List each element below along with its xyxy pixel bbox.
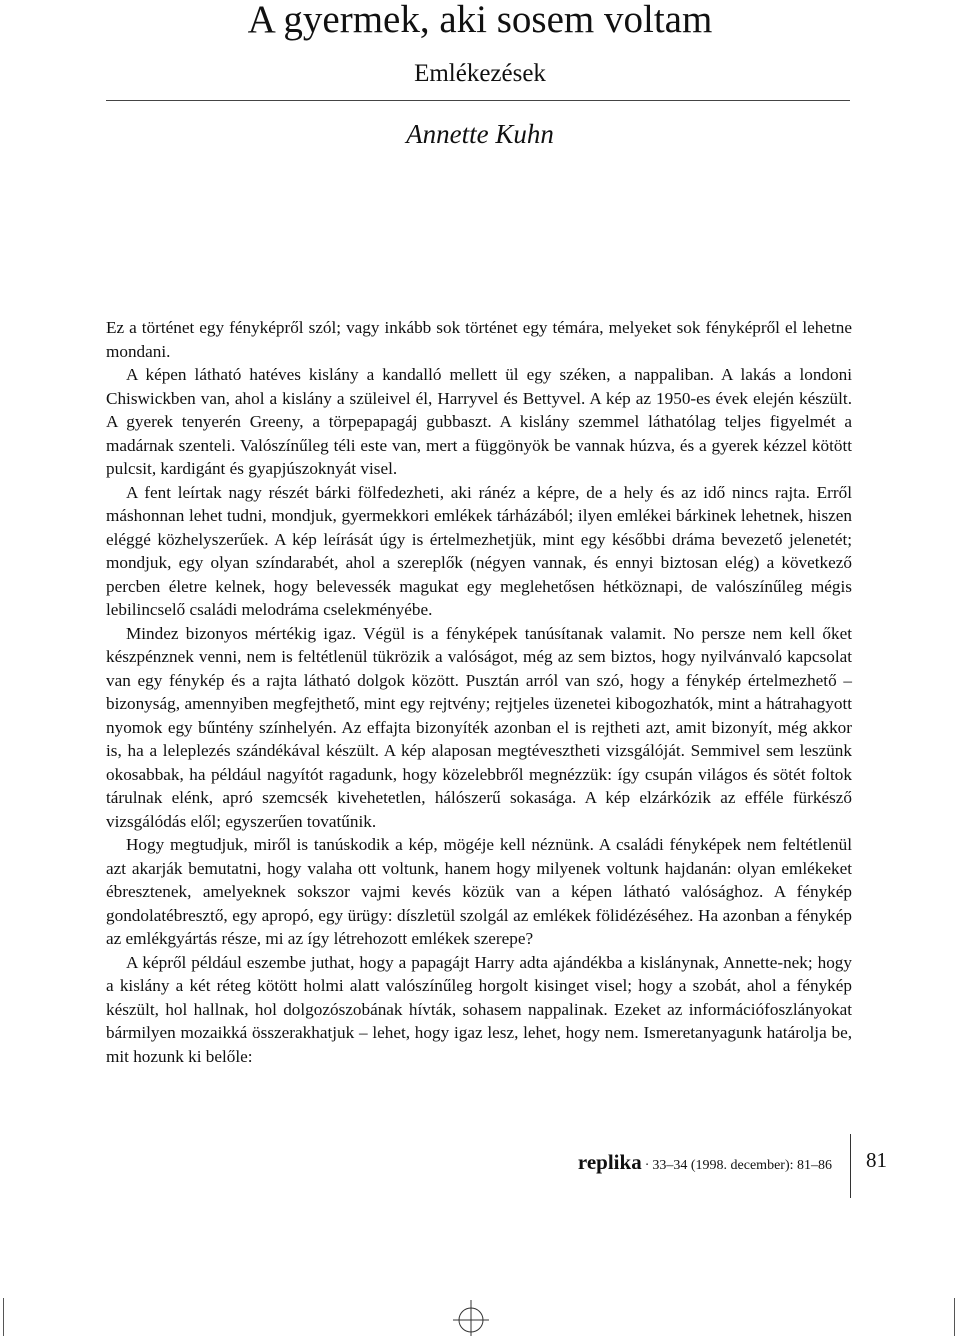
body-paragraph: A képen látható hatéves kislány a kandalló mellett ül egy széken, a nappaliban. A lakás a londoni Chiswickben van, ahol a kislány a szüleivel él, Harryvel és Bettyvel. A kép az 1950-es évek elején készült. A gyerek tenyerén Greeny, a törpepapagáj gubbaszt. A kislány szemmel láthatólag teljes figyelmét a madárnak szenteli. Valószínűleg téli este van, mert a függönyök be vannak húzva, és a gyerek kézzel kötött pulcsit, kardigánt és gyapjúszoknyát visel.: [106, 365, 852, 478]
journal-citation: [560, 1150, 832, 1175]
citation-separator: ·: [644, 1158, 650, 1173]
journal-name: replika: [577, 1150, 642, 1174]
crop-mark-left: [3, 1298, 4, 1336]
page-number: 81: [866, 1148, 887, 1172]
body-paragraph: A fent leírtak nagy részét bárki fölfedezheti, aki ránéz a képre, de a hely és az idő nincs rajta. Erről máshonnan lehet tudni, mondjuk, gyermekkori emlékek tárházából; ilyen emlékei bárkinek lehetnek, hiszen eléggé közhelyszerűek. A kép leírását úgy is értelmezhetjük, mint egy későbbi dráma bevezető jelenetét; mondjuk, egy olyan színdarabét, ahol a szereplők (négyen vannak, és ennyi biztosan elég) a következő percben életre kelnek, hogy belevessék magukat egy meglehetősen hétköznapi, de valószínűleg mégis lebilincselő családi melodráma cselekményébe.: [106, 482, 852, 619]
article-title: A gyermek, aki sosem voltam: [247, 0, 713, 41]
issue-citation: 33–34 (1998. december): 81–86: [652, 1158, 832, 1173]
registration-mark-icon: [453, 1300, 489, 1336]
body-paragraph: Hogy megtudjuk, miről is tanúskodik a kép, mögéje kell néznünk. A családi fényképek nem feltétlenül azt akarják bemutatni, hogy valaha ott voltunk, hanem hogy milyenek voltunk hajdanán: olyan emlékeket ébresztenek, amelyeknek sokszor vajmi kevés közük van a képen látható valósághoz. A fénykép gondolatébresztő, egy apropó, egy ürügy: díszletül szolgál az emlékek fölidézéséhez. Ha azonban a fénykép az emlékgyártás része, mi az így létrehozott emlékek szerepe?: [106, 835, 852, 948]
body-paragraph: Mindez bizonyos mértékig igaz. Végül is a fényképek tanúsítanak valamit. No persze nem kell őket készpénznek venni, nem is feltétlenül tükrözik a valóságot, még az sem biztos, hogy nyilvánvaló kapcsolat van egy fénykép és a rajta látható dolgok között. Pusztán arról van szó, hogy a fénykép értelmezhető – bizonyság, amennyiben megfejthető, mint egy rejtvény; rejtjeles üzenetei kibogozhatók, mint a hátrahagyott nyomok egy bűntény színhelyén. Az effajta bizonyíték azonban el is rejtheti azt, amit bizonyít, még akkor is, ha a leleplezés szándékával készült. A kép alaposan megtévesztheti vizsgálóját. Semmivel sem leszünk okosabbak, ha például nagyítót ragadunk, hogy közelebbről megnézzük: így csupán világos és sötét foltok tárulnak elénk, apró szemcsék kivehetetlen, hálószerű sokasága. A kép elzárkózik az efféle fürkésző vizsgálódás elől; egyszerűen tovatűnik.: [106, 623, 852, 831]
crop-mark-right: [954, 1298, 955, 1336]
body-paragraph: A képről például eszembe juthat, hogy a papagájt Harry adta ajándékba a kislánynak, Annette-nek; hogy a kislány a két réteg kötött holmi alatt valószínűleg horgolt kisinget visel; hogy a szobát, ahol a fénykép készült, hol hallnak, hol dolgozószobának hívták, sohasem nappalinak. Ezeket az információfoszlányokat bármilyen mozaikká összerakhatjuk – lehet, hogy igaz lesz, lehet, hogy nem. Ismeretanyagunk határolja be, mit hozunk ki belőle:: [106, 952, 852, 1066]
footer-divider: [850, 1134, 851, 1198]
header-divider: [106, 100, 850, 101]
article-subtitle: Emlékezések: [414, 60, 546, 87]
body-paragraph: Ez a történet egy fényképről szól; vagy inkább sok történet egy témára, melyeket sok fényképről el lehetne mondani.: [106, 318, 852, 361]
article-body: [106, 316, 852, 1068]
article-author: Annette Kuhn: [406, 119, 554, 149]
